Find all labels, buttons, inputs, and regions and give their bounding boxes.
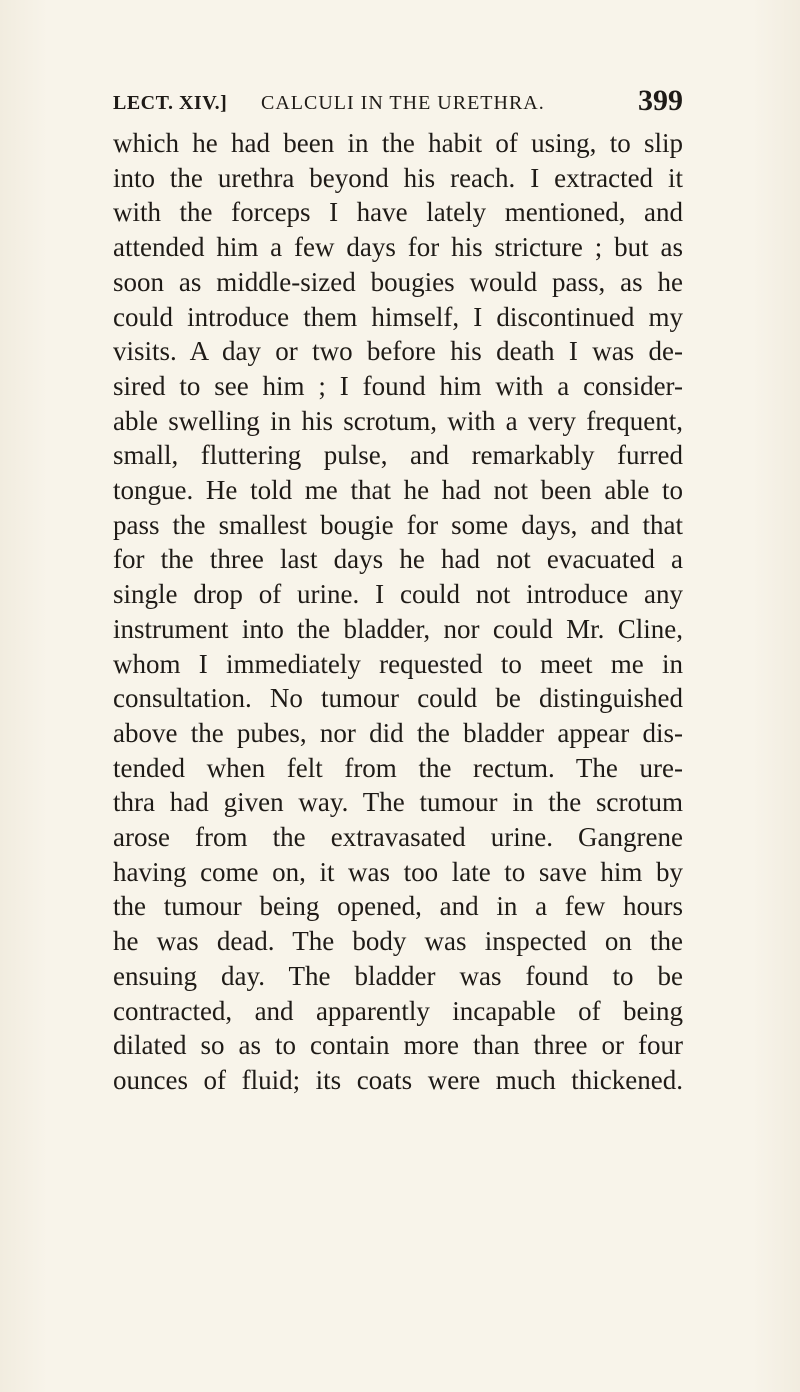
text-line: into the urethra beyond his reach. I extracted it — [113, 162, 683, 193]
text-line: which he had been in the habit of using, to slip — [113, 128, 683, 158]
text-line: could introduce them himself, I discontinued my — [113, 301, 683, 332]
text-line: the tumour being opened, and in a few hours — [113, 891, 683, 922]
text-line: visits. A day or two before his death I was de- — [113, 336, 683, 367]
text-line: dilated so as to contain more than three or four — [113, 1030, 683, 1061]
body-text — [113, 126, 683, 1098]
text-line: arose from the extravasated urine. Gangrene — [113, 822, 683, 853]
text-line: ounces of fluid; its coats were much thickened. — [113, 1064, 683, 1095]
text-line: above the pubes, nor did the bladder appear dis- — [113, 717, 683, 748]
text-line: able swelling in his scrotum, with a very frequent, — [113, 405, 683, 436]
text-line: whom I immediately requested to meet me in — [113, 648, 683, 679]
text-line: contracted, and apparently incapable of being — [113, 995, 683, 1026]
text-line: tended when felt from the rectum. The ure- — [113, 752, 683, 783]
text-line: with the forceps I have lately mentioned, and — [113, 197, 683, 228]
running-header — [113, 84, 683, 124]
text-line: instrument into the bladder, nor could Mr. Cline, — [113, 613, 683, 644]
text-line: single drop of urine. I could not introduce any — [113, 579, 683, 610]
text-line: pass the smallest bougie for some days, and that — [113, 509, 683, 540]
page-number: 399 — [638, 84, 683, 117]
text-line: sired to see him ; I found him with a consider- — [113, 370, 683, 401]
text-line: having come on, it was too late to save him by — [113, 856, 683, 887]
text-line: small, fluttering pulse, and remarkably furred — [113, 440, 683, 471]
text-line: consultation. No tumour could be distinguished — [113, 683, 683, 714]
lecture-number: LECT. XIV.] — [113, 92, 228, 114]
text-line: attended him a few days for his stricture ; but as — [113, 232, 683, 263]
text-line: thra had given way. The tumour in the scrotum — [113, 787, 683, 818]
text-line: tongue. He told me that he had not been able to — [113, 475, 683, 506]
text-line: for the three last days he had not evacuated a — [113, 544, 683, 575]
text-line: soon as middle-sized bougies would pass, as he — [113, 266, 683, 297]
section-title: CALCULI IN THE URETHRA. — [261, 92, 545, 114]
text-line: ensuing day. The bladder was found to be — [113, 960, 683, 991]
text-line: he was dead. The body was inspected on the — [113, 926, 683, 957]
